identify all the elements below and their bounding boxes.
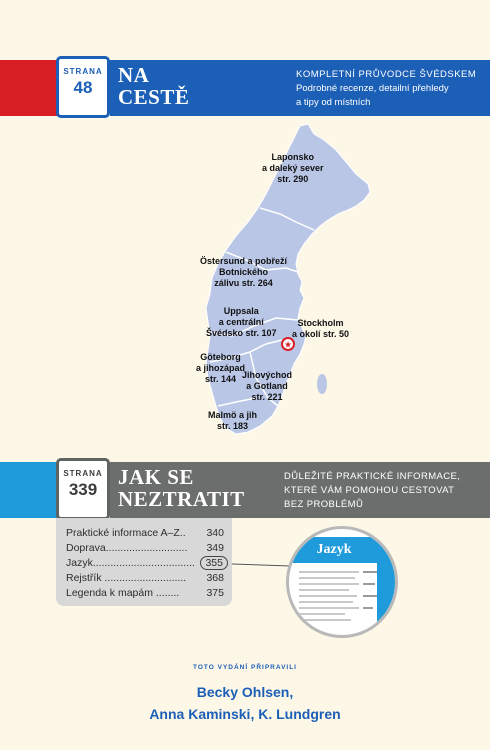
page-badge-48[interactable] bbox=[56, 56, 110, 118]
index-item-practical-info[interactable]: Praktické informace A–Z.. 340 bbox=[66, 527, 224, 539]
badge-number: 339 bbox=[68, 480, 98, 499]
connector-line bbox=[232, 556, 292, 576]
badge-label: STRANA bbox=[63, 67, 103, 76]
region-label-ostersund[interactable]: Östersund a pobřeží Botnického zálivu str. 264 bbox=[200, 256, 288, 288]
region-label-uppsala[interactable]: Uppsala a centrální Švédsko str. 107 bbox=[206, 306, 277, 338]
region-label-southeast[interactable]: Jihovýchod a Gotland str. 221 bbox=[242, 370, 293, 402]
red-accent-bar bbox=[0, 60, 60, 116]
index-item-transport[interactable]: Doprava............................ 349 bbox=[66, 542, 224, 554]
region-label-goteborg[interactable]: Göteborg a jihozápad str. 144 bbox=[196, 352, 246, 384]
authors-line-1: Becky Ohlsen, bbox=[196, 684, 294, 700]
badge-label: STRANA bbox=[63, 469, 103, 478]
badge-number: 48 bbox=[73, 78, 93, 97]
magnifier-preview bbox=[286, 526, 398, 638]
section-title-survival-guide: JAK SE NEZTRATIT bbox=[118, 465, 245, 511]
index-item-language[interactable]: Jazyk................................... 355 bbox=[66, 556, 226, 570]
blue-accent-bar bbox=[0, 462, 60, 518]
magnifier-heading: Jazyk bbox=[289, 537, 379, 563]
index-list bbox=[56, 518, 232, 606]
page-badge-339[interactable] bbox=[56, 458, 110, 520]
prepared-by-label: TOTO VYDÁNÍ PŘIPRAVILI bbox=[193, 664, 297, 671]
region-label-malmo[interactable]: Malmö a jih str. 183 bbox=[208, 410, 258, 431]
region-label-lapland[interactable]: Laponsko a daleký sever str. 290 bbox=[262, 152, 324, 184]
index-item-map-legend[interactable]: Legenda k mapám ........ 375 bbox=[66, 587, 224, 599]
star-icon: ★ bbox=[283, 340, 293, 351]
region-label-stockholm[interactable]: Stockholm a okolí str. 50 bbox=[292, 318, 350, 339]
authors-line-2: Anna Kaminski, K. Lundgren bbox=[149, 706, 341, 722]
magnifier-side-tab bbox=[377, 529, 395, 638]
gotland-island bbox=[317, 374, 327, 394]
highlighted-page-number: 355 bbox=[200, 556, 228, 570]
section-description: DŮLEŽITÉ PRAKTICKÉ INFORMACE, KTERÉ VÁM POMOHOU CESTOVAT BEZ PROBLÉMŮ bbox=[284, 471, 461, 510]
section-title-on-the-road: NA CESTĚ bbox=[118, 63, 190, 109]
index-item-index[interactable]: Rejstřík ............................ 368 bbox=[66, 572, 224, 584]
section-description: KOMPLETNÍ PRŮVODCE ŠVÉDSKEM Podrobné recenze, detailní přehledy a tipy od místních bbox=[296, 69, 477, 108]
